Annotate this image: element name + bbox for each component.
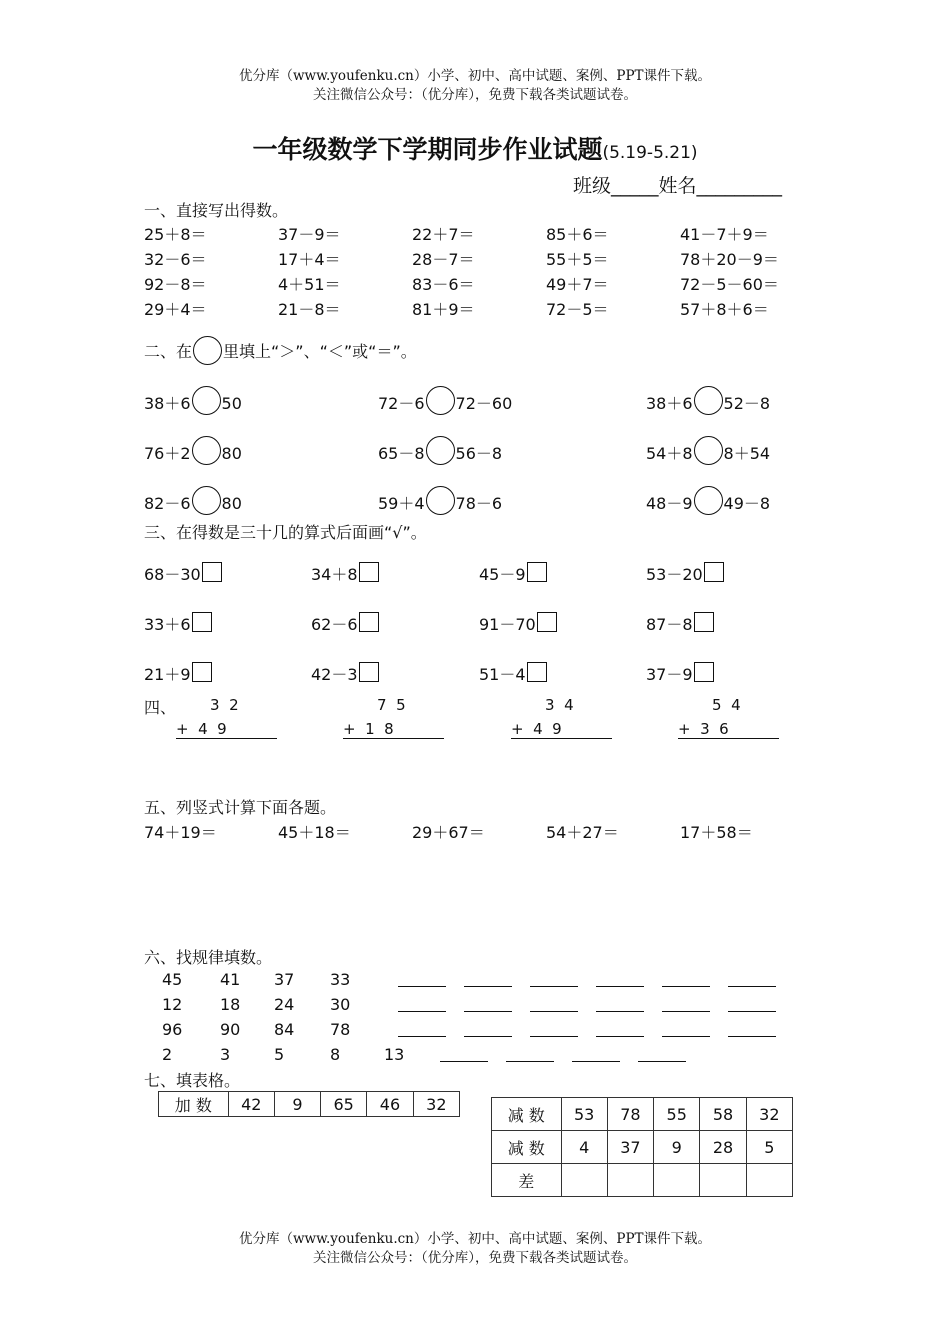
answer-blank[interactable] xyxy=(596,997,644,1012)
equation-item: 78＋20－9＝ xyxy=(680,250,779,269)
compare-left: 38＋6 xyxy=(144,394,191,413)
answer-blank[interactable] xyxy=(530,972,578,987)
section2-heading-post: 里填上“＞”、“＜”或“＝”。 xyxy=(223,342,417,361)
answer-cell[interactable] xyxy=(654,1164,700,1197)
pattern-number: 30 xyxy=(330,995,351,1014)
difference-label: 差 xyxy=(492,1164,562,1197)
equation-item: 29＋4＝ xyxy=(144,300,207,319)
check-item xyxy=(479,562,547,586)
compare-right: 78－6 xyxy=(455,494,503,513)
equation-item: 17＋4＝ xyxy=(278,250,341,269)
answer-blank[interactable] xyxy=(530,997,578,1012)
equation-item: 72－5－60＝ xyxy=(680,275,779,294)
section6-heading: 六、找规律填数。 xyxy=(144,948,273,967)
compare-right: 52－8 xyxy=(723,394,771,413)
check-box[interactable] xyxy=(359,662,379,682)
equation-item: 29＋67＝ xyxy=(412,823,485,842)
equation-item: 21－8＝ xyxy=(278,300,341,319)
answer-blank[interactable] xyxy=(572,1047,620,1062)
compare-right: 8＋54 xyxy=(723,444,771,463)
check-expression: 37－9 xyxy=(646,665,693,684)
table-cell: 58 xyxy=(700,1098,746,1131)
equation-item: 49＋7＝ xyxy=(546,275,609,294)
table-cell: 53 xyxy=(561,1098,607,1131)
compare-left: 76＋2 xyxy=(144,444,191,463)
compare-left: 65－8 xyxy=(378,444,425,463)
table-cell: 5 xyxy=(746,1131,792,1164)
title-main: 一年级数学下学期同步作业试题 xyxy=(252,135,603,164)
equation-item: 32－6＝ xyxy=(144,250,207,269)
answer-blank[interactable] xyxy=(398,1022,446,1037)
blank-row xyxy=(398,1022,794,1041)
pattern-number: 45 xyxy=(162,970,183,989)
answer-blank[interactable] xyxy=(398,972,446,987)
compare-item xyxy=(378,390,512,419)
check-item xyxy=(646,612,714,636)
section7-heading: 七、填表格。 xyxy=(144,1071,241,1090)
pattern-number: 12 xyxy=(162,995,183,1014)
name-label: 姓名 xyxy=(658,175,697,197)
pattern-number: 24 xyxy=(274,995,295,1014)
equation-item: 85＋6＝ xyxy=(546,225,609,244)
footer-line-2: 关注微信公众号：（优分库），免费下载各类试题试卷。 xyxy=(313,1250,637,1266)
answer-circle[interactable] xyxy=(694,436,723,465)
section2-heading xyxy=(144,338,417,367)
name-blank[interactable]: _________ xyxy=(696,175,783,197)
compare-item xyxy=(646,440,770,469)
header-line-1: 优分库（www.youfenku.cn）小学、初中、高中试题、案例、PPT课件下载。 xyxy=(238,68,712,84)
pattern-number: 96 xyxy=(162,1020,183,1039)
table-cell: 9 xyxy=(274,1092,320,1117)
subtraction-table xyxy=(491,1097,793,1197)
circle-icon xyxy=(193,336,222,365)
answer-cell[interactable] xyxy=(700,1164,746,1197)
table-cell: 42 xyxy=(228,1092,274,1117)
check-item xyxy=(646,662,714,686)
check-expression: 87－8 xyxy=(646,615,693,634)
student-info xyxy=(573,171,782,198)
pattern-number: 18 xyxy=(220,995,241,1014)
answer-blank[interactable] xyxy=(662,1022,710,1037)
compare-item xyxy=(144,490,242,519)
answer-blank[interactable] xyxy=(530,1022,578,1037)
pattern-number: 13 xyxy=(384,1045,405,1064)
check-box[interactable] xyxy=(694,662,714,682)
section4-heading: 四、 xyxy=(144,698,177,717)
check-expression: 21＋9 xyxy=(144,665,191,684)
equation-item: 72－5＝ xyxy=(546,300,609,319)
check-item xyxy=(479,612,557,636)
section2-heading-pre: 二、在 xyxy=(144,342,193,361)
answer-cell[interactable] xyxy=(607,1164,653,1197)
addend-label: 加 数 xyxy=(159,1092,229,1117)
answer-circle[interactable] xyxy=(192,386,221,415)
section1-heading: 一、直接写出得数。 xyxy=(144,201,289,220)
table-cell: 9 xyxy=(654,1131,700,1164)
check-item xyxy=(646,562,724,586)
answer-circle[interactable] xyxy=(426,386,455,415)
section5-heading: 五、列竖式计算下面各题。 xyxy=(144,798,337,817)
check-expression: 91－70 xyxy=(479,615,536,634)
answer-blank[interactable] xyxy=(596,1022,644,1037)
compare-left: 38＋6 xyxy=(646,394,693,413)
check-item xyxy=(144,562,222,586)
check-item xyxy=(144,662,212,686)
class-label: 班级 xyxy=(573,175,612,197)
check-expression: 68－30 xyxy=(144,565,201,584)
answer-blank[interactable] xyxy=(596,972,644,987)
equation-item: 37－9＝ xyxy=(278,225,341,244)
equation-item: 83－6＝ xyxy=(412,275,475,294)
answer-blank[interactable] xyxy=(728,972,776,987)
equation-item: 92－8＝ xyxy=(144,275,207,294)
check-box[interactable] xyxy=(694,612,714,632)
check-box[interactable] xyxy=(202,562,222,582)
check-expression: 45－9 xyxy=(479,565,526,584)
answer-circle[interactable] xyxy=(426,486,455,515)
check-box[interactable] xyxy=(527,562,547,582)
pattern-number: 41 xyxy=(220,970,241,989)
page-title xyxy=(0,130,950,166)
equation-item: 22＋7＝ xyxy=(412,225,475,244)
table-cell: 65 xyxy=(320,1092,366,1117)
class-blank[interactable]: _____ xyxy=(611,175,659,197)
compare-item xyxy=(646,390,770,419)
check-item xyxy=(479,662,547,686)
compare-item xyxy=(378,440,502,469)
title-date: (5.19-5.21) xyxy=(602,143,698,163)
compare-left: 72－6 xyxy=(378,394,425,413)
equation-item: 28－7＝ xyxy=(412,250,475,269)
table-cell: 28 xyxy=(700,1131,746,1164)
answer-cell[interactable] xyxy=(746,1164,792,1197)
compare-right: 50 xyxy=(221,394,242,413)
check-box[interactable] xyxy=(359,562,379,582)
answer-cell[interactable] xyxy=(561,1164,607,1197)
pattern-number: 3 xyxy=(220,1045,231,1064)
pattern-number: 33 xyxy=(330,970,351,989)
compare-item xyxy=(144,440,242,469)
vertical-bottom-number: + 3 6 xyxy=(678,720,779,739)
pattern-number: 78 xyxy=(330,1020,351,1039)
check-item xyxy=(144,612,212,636)
check-box[interactable] xyxy=(192,612,212,632)
pattern-number: 37 xyxy=(274,970,295,989)
vertical-bottom-number: + 4 9 xyxy=(511,720,612,739)
minuend-label: 减 数 xyxy=(492,1098,562,1131)
check-box[interactable] xyxy=(192,662,212,682)
section3-heading: 三、在得数是三十几的算式后面画“√”。 xyxy=(144,523,427,542)
answer-blank[interactable] xyxy=(398,997,446,1012)
compare-left: 48－9 xyxy=(646,494,693,513)
equation-item: 17＋58＝ xyxy=(680,823,753,842)
equation-item: 74＋19＝ xyxy=(144,823,217,842)
compare-right: 80 xyxy=(221,444,242,463)
pattern-number: 8 xyxy=(330,1045,341,1064)
check-box[interactable] xyxy=(359,612,379,632)
table-cell: 46 xyxy=(367,1092,413,1117)
answer-blank[interactable] xyxy=(464,1022,512,1037)
answer-blank[interactable] xyxy=(638,1047,686,1062)
equation-item: 45＋18＝ xyxy=(278,823,351,842)
table-cell: 32 xyxy=(746,1098,792,1131)
answer-circle[interactable] xyxy=(694,486,723,515)
pattern-number: 5 xyxy=(274,1045,285,1064)
compare-item xyxy=(378,490,502,519)
compare-item xyxy=(646,490,770,519)
check-expression: 33＋6 xyxy=(144,615,191,634)
blank-row xyxy=(398,972,794,991)
answer-blank[interactable] xyxy=(440,1047,488,1062)
answer-blank[interactable] xyxy=(662,997,710,1012)
footer-line-1: 优分库（www.youfenku.cn）小学、初中、高中试题、案例、PPT课件下载。 xyxy=(238,1231,712,1247)
vertical-top-number: 7 5 xyxy=(377,696,406,714)
check-box[interactable] xyxy=(527,662,547,682)
equation-item: 55＋5＝ xyxy=(546,250,609,269)
answer-circle[interactable] xyxy=(426,436,455,465)
table-cell: 55 xyxy=(654,1098,700,1131)
table-cell: 37 xyxy=(607,1131,653,1164)
answer-blank[interactable] xyxy=(728,997,776,1012)
answer-blank[interactable] xyxy=(662,972,710,987)
check-box[interactable] xyxy=(704,562,724,582)
compare-right: 80 xyxy=(221,494,242,513)
compare-item xyxy=(144,390,242,419)
vertical-top-number: 5 4 xyxy=(712,696,741,714)
compare-right: 49－8 xyxy=(723,494,771,513)
pattern-number: 84 xyxy=(274,1020,295,1039)
table-cell: 4 xyxy=(561,1131,607,1164)
equation-item: 4＋51＝ xyxy=(278,275,341,294)
compare-left: 82－6 xyxy=(144,494,191,513)
pattern-number: 90 xyxy=(220,1020,241,1039)
answer-circle[interactable] xyxy=(694,386,723,415)
blank-row xyxy=(398,997,794,1016)
header-line-2: 关注微信公众号：（优分库），免费下载各类试题试卷。 xyxy=(313,87,637,103)
answer-blank[interactable] xyxy=(728,1022,776,1037)
compare-right: 72－60 xyxy=(455,394,513,413)
answer-blank[interactable] xyxy=(506,1047,554,1062)
equation-item: 57＋8＋6＝ xyxy=(680,300,769,319)
compare-right: 56－8 xyxy=(455,444,503,463)
check-item xyxy=(311,562,379,586)
table-cell: 78 xyxy=(607,1098,653,1131)
subtrahend-label: 减 数 xyxy=(492,1131,562,1164)
check-expression: 51－4 xyxy=(479,665,526,684)
check-expression: 53－20 xyxy=(646,565,703,584)
addend-table xyxy=(158,1091,460,1117)
check-box[interactable] xyxy=(537,612,557,632)
equation-item: 81＋9＝ xyxy=(412,300,475,319)
compare-left: 59＋4 xyxy=(378,494,425,513)
compare-left: 54＋8 xyxy=(646,444,693,463)
answer-circle[interactable] xyxy=(192,486,221,515)
vertical-bottom-number: + 4 9 xyxy=(176,720,277,739)
check-expression: 62－6 xyxy=(311,615,358,634)
table-cell: 32 xyxy=(413,1092,459,1117)
answer-blank[interactable] xyxy=(464,997,512,1012)
check-expression: 34＋8 xyxy=(311,565,358,584)
equation-item: 25＋8＝ xyxy=(144,225,207,244)
equation-item: 41－7＋9＝ xyxy=(680,225,769,244)
vertical-top-number: 3 4 xyxy=(545,696,574,714)
check-expression: 42－3 xyxy=(311,665,358,684)
blank-row xyxy=(440,1047,704,1066)
vertical-top-number: 3 2 xyxy=(210,696,239,714)
answer-circle[interactable] xyxy=(192,436,221,465)
vertical-bottom-number: + 1 8 xyxy=(343,720,444,739)
check-item xyxy=(311,662,379,686)
answer-blank[interactable] xyxy=(464,972,512,987)
check-item xyxy=(311,612,379,636)
pattern-number: 2 xyxy=(162,1045,173,1064)
equation-item: 54＋27＝ xyxy=(546,823,619,842)
